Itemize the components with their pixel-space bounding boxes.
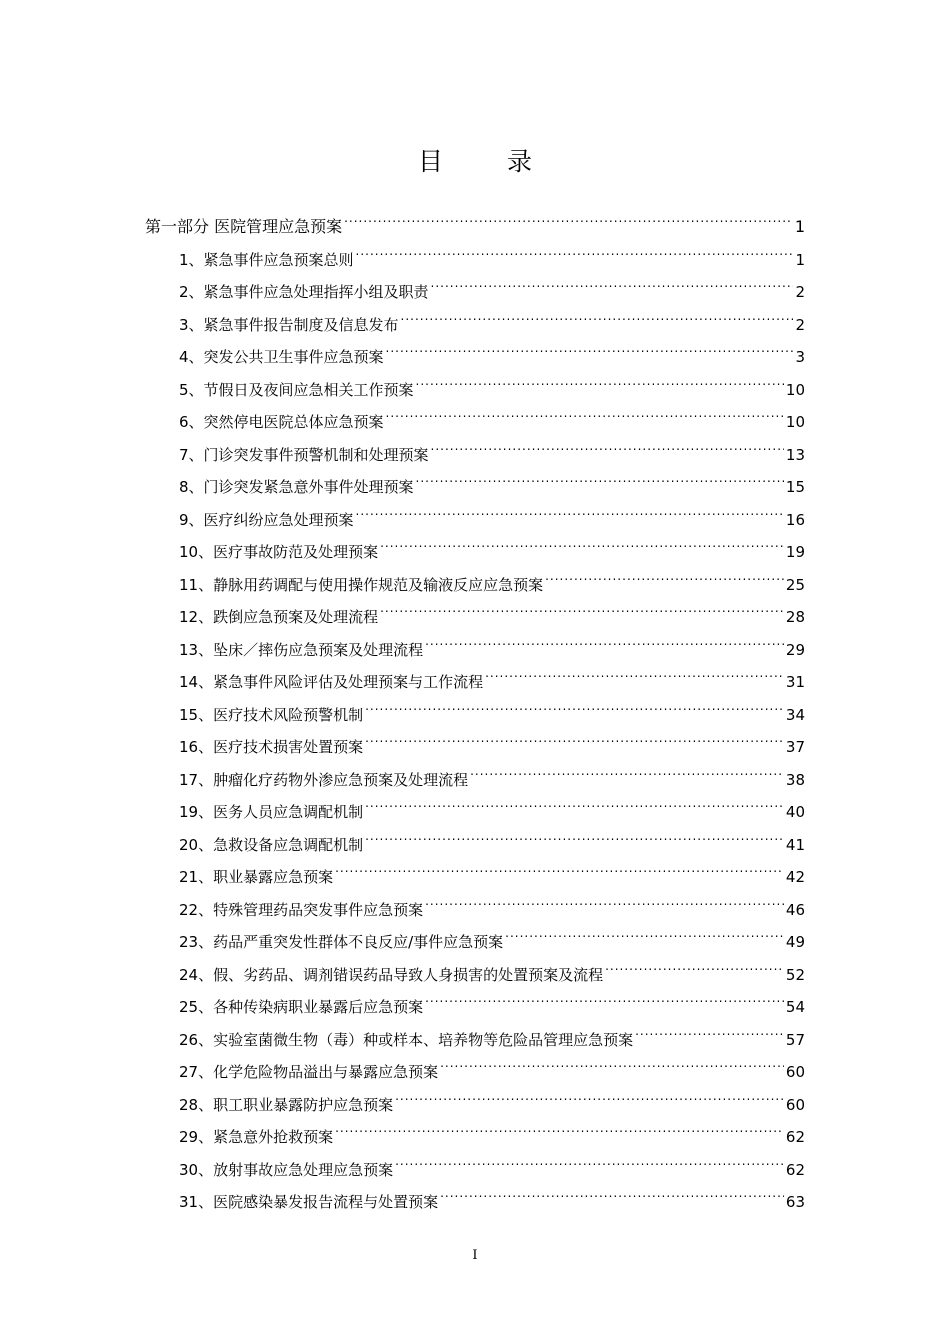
toc-entry[interactable] xyxy=(179,594,805,626)
toc-dot-leader xyxy=(380,529,784,557)
toc-entry-label: 14、紧急事件风险评估及处理预案与工作流程 xyxy=(179,673,484,691)
toc-dot-leader xyxy=(386,399,784,427)
toc-entry[interactable] xyxy=(179,1082,805,1114)
toc-entry-page-number: 2 xyxy=(795,315,805,334)
toc-entry-label: 4、突发公共卫生事件应急预案 xyxy=(179,348,384,366)
toc-entry-label: 20、急救设备应急调配机制 xyxy=(179,835,364,854)
toc-entry-page-number: 10 xyxy=(785,413,805,431)
toc-entry-page-number: 13 xyxy=(785,445,805,464)
toc-entry-page-number: 3 xyxy=(795,348,805,366)
toc-dot-leader xyxy=(356,237,793,265)
toc-entry-label: 6、突然停电医院总体应急预案 xyxy=(179,413,384,431)
toc-dot-leader xyxy=(431,269,793,297)
toc-dot-leader xyxy=(545,562,784,590)
toc-entry-label: 17、肿瘤化疗药物外渗应急预案及处理流程 xyxy=(179,770,469,789)
toc-entry-label: 11、静脉用药调配与使用操作规范及输液反应应急预案 xyxy=(179,575,544,594)
toc-entry-page-number: 15 xyxy=(785,478,805,496)
toc-dot-leader xyxy=(505,919,784,947)
toc-entry-page-number: 38 xyxy=(785,770,805,789)
toc-entry[interactable] xyxy=(179,1017,805,1049)
toc-entry[interactable] xyxy=(179,1147,805,1179)
toc-entry[interactable] xyxy=(179,399,805,431)
toc-entry-page-number: 60 xyxy=(785,1063,805,1081)
toc-entry[interactable] xyxy=(179,919,805,951)
toc-entry-page-number: 41 xyxy=(785,835,805,854)
toc-dot-leader xyxy=(440,1049,784,1077)
toc-dot-leader xyxy=(365,789,784,817)
toc-entry[interactable] xyxy=(179,302,805,334)
toc-entry-page-number: 60 xyxy=(785,1095,805,1114)
toc-dot-leader xyxy=(470,757,784,785)
toc-entry[interactable] xyxy=(179,984,805,1016)
toc-entry[interactable] xyxy=(179,887,805,919)
toc-dot-leader xyxy=(365,692,784,720)
toc-dot-leader xyxy=(605,952,784,980)
toc-entry[interactable] xyxy=(179,724,805,756)
toc-entry-label: 9、医疗纠纷应急处理预案 xyxy=(179,510,354,529)
toc-entry-label: 22、特殊管理药品突发事件应急预案 xyxy=(179,900,424,919)
toc-dot-leader xyxy=(635,1017,784,1045)
toc-dot-leader xyxy=(431,432,784,460)
toc-entry[interactable] xyxy=(179,854,805,886)
toc-entry[interactable] xyxy=(179,269,805,301)
toc-entry-label: 10、医疗事故防范及处理预案 xyxy=(179,543,379,561)
toc-entry[interactable] xyxy=(179,334,805,366)
toc-dot-leader xyxy=(485,659,784,687)
toc-entry-page-number: 46 xyxy=(785,900,805,919)
toc-entry[interactable] xyxy=(179,432,805,464)
toc-entry-page-number: 49 xyxy=(785,933,805,951)
toc-entry[interactable] xyxy=(179,822,805,854)
toc-entry[interactable] xyxy=(179,237,805,269)
toc-entry[interactable] xyxy=(179,464,805,496)
toc-entry-page-number: 25 xyxy=(785,575,805,594)
toc-dot-leader xyxy=(440,1179,784,1207)
toc-entry-label: 27、化学危险物品溢出与暴露应急预案 xyxy=(179,1063,439,1081)
toc-entry[interactable] xyxy=(179,497,805,529)
toc-entry[interactable] xyxy=(179,659,805,691)
toc-entry-page-number: 31 xyxy=(785,673,805,691)
toc-dot-leader xyxy=(344,204,793,232)
toc-entry-page-number: 10 xyxy=(785,380,805,399)
toc-entry-label: 21、职业暴露应急预案 xyxy=(179,868,334,886)
toc-dot-leader xyxy=(380,594,784,622)
toc-dot-leader xyxy=(401,302,793,330)
toc-entry-page-number: 1 xyxy=(794,217,805,236)
toc-entry-page-number: 29 xyxy=(785,640,805,659)
toc-entry-page-number: 62 xyxy=(785,1160,805,1179)
toc-entry[interactable] xyxy=(179,1114,805,1146)
toc-entry[interactable] xyxy=(145,204,805,236)
toc-entry-page-number: 57 xyxy=(785,1030,805,1049)
toc-entry-label: 7、门诊突发事件预警机制和处理预案 xyxy=(179,445,429,464)
toc-dot-leader xyxy=(395,1082,784,1110)
toc-entry[interactable] xyxy=(179,529,805,561)
toc-entry-label: 2、紧急事件应急处理指挥小组及职责 xyxy=(179,283,429,301)
toc-dot-leader xyxy=(425,984,784,1012)
toc-entry-label: 29、紧急意外抢救预案 xyxy=(179,1128,334,1146)
toc-entry[interactable] xyxy=(179,367,805,399)
toc-entry-label: 3、紧急事件报告制度及信息发布 xyxy=(179,315,399,334)
toc-dot-leader xyxy=(335,1114,784,1142)
toc-entry-label: 19、医务人员应急调配机制 xyxy=(179,803,364,821)
toc-entry-page-number: 40 xyxy=(785,803,805,821)
toc-entry[interactable] xyxy=(179,952,805,984)
toc-entry-label: 8、门诊突发紧急意外事件处理预案 xyxy=(179,478,414,496)
toc-entry-label: 24、假、劣药品、调剂错误药品导致人身损害的处置预案及流程 xyxy=(179,965,604,984)
toc-entry-page-number: 2 xyxy=(795,283,805,301)
toc-entry-label: 26、实验室菌微生物（毒）种或样本、培养物等危险品管理应急预案 xyxy=(179,1030,634,1049)
toc-dot-leader xyxy=(425,887,784,915)
toc-entry-label: 25、各种传染病职业暴露后应急预案 xyxy=(179,998,424,1016)
toc-entry-label: 第一部分 医院管理应急预案 xyxy=(145,217,343,236)
toc-entry-label: 30、放射事故应急处理应急预案 xyxy=(179,1160,394,1179)
toc-dot-leader xyxy=(425,627,784,655)
toc-entry-page-number: 62 xyxy=(785,1128,805,1146)
toc-dot-leader xyxy=(386,334,793,362)
toc-entry[interactable] xyxy=(179,789,805,821)
toc-entry[interactable] xyxy=(179,692,805,724)
toc-entry[interactable] xyxy=(179,562,805,594)
toc-entry-page-number: 34 xyxy=(785,705,805,724)
toc-dot-leader xyxy=(416,367,784,395)
toc-entry[interactable] xyxy=(179,757,805,789)
toc-dot-leader xyxy=(335,854,784,882)
toc-dot-leader xyxy=(365,724,784,752)
page-number-footer: I xyxy=(472,1248,478,1263)
toc-entry-label: 28、职工职业暴露防护应急预案 xyxy=(179,1095,394,1114)
toc-entry-label: 15、医疗技术风险预警机制 xyxy=(179,705,364,724)
toc-entry-label: 23、药品严重突发性群体不良反应/事件应急预案 xyxy=(179,933,504,951)
toc-entry-page-number: 37 xyxy=(785,738,805,756)
toc-entry-page-number: 52 xyxy=(785,965,805,984)
toc-dot-leader xyxy=(356,497,784,525)
toc-entry-page-number: 16 xyxy=(785,510,805,529)
toc-entry-page-number: 1 xyxy=(795,250,805,269)
toc-entry-label: 5、节假日及夜间应急相关工作预案 xyxy=(179,380,414,399)
toc-entry-label: 16、医疗技术损害处置预案 xyxy=(179,738,364,756)
toc-entry-label: 31、医院感染暴发报告流程与处置预案 xyxy=(179,1193,439,1211)
toc-dot-leader xyxy=(395,1147,784,1175)
toc-entry-page-number: 28 xyxy=(785,608,805,626)
page-title: 目 录 xyxy=(418,147,560,176)
toc-entry-page-number: 63 xyxy=(785,1193,805,1211)
toc-entry-label: 1、紧急事件应急预案总则 xyxy=(179,250,354,269)
toc-entry-page-number: 19 xyxy=(785,543,805,561)
toc-entry-label: 13、坠床／摔伤应急预案及处理流程 xyxy=(179,640,424,659)
toc-entry[interactable] xyxy=(179,1179,805,1211)
toc-entry[interactable] xyxy=(179,1049,805,1081)
toc-dot-leader xyxy=(416,464,784,492)
toc-entry-page-number: 42 xyxy=(785,868,805,886)
toc-dot-leader xyxy=(365,822,784,850)
toc-entry[interactable] xyxy=(179,627,805,659)
toc-entry-label: 12、跌倒应急预案及处理流程 xyxy=(179,608,379,626)
toc-entry-page-number: 54 xyxy=(785,998,805,1016)
